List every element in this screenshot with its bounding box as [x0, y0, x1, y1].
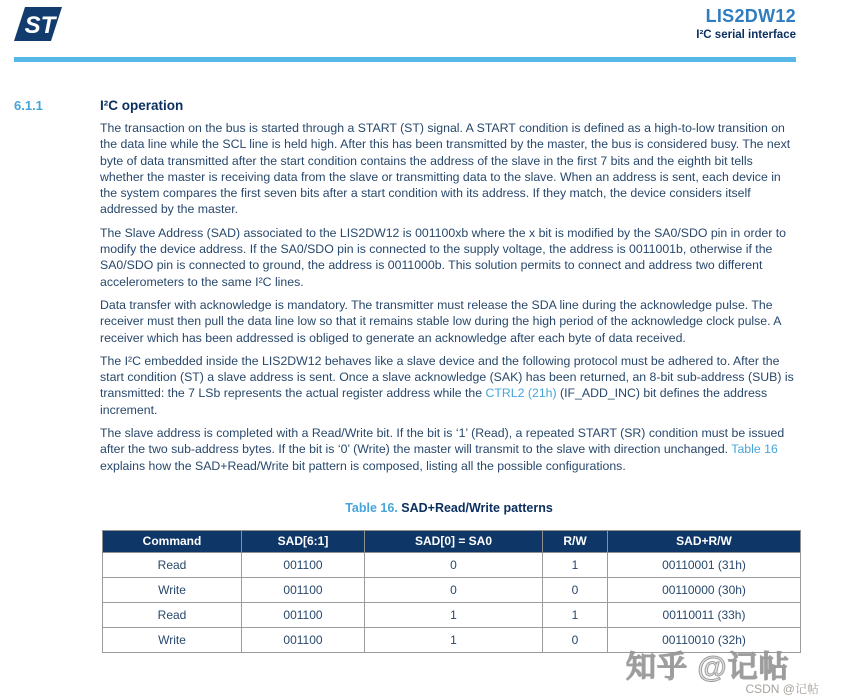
text-run: The transaction on the bus is started through a START (ST) signal. A START condition is defined as a high-to-low transition on the data line while the SCL line is held high. After this has been transmitted by the master, the bus is considered busy. The next byte of data transmitted after the start condition contains the address of the slave in the first 7 bits and the eighth bit tells whether the master is receiving data from the slave or transmitting data to the slave. When an address is sent, each device in the system compares the first seven bits after a start condition with its address. If they match, the device considers itself addressed by the master. — [100, 121, 791, 217]
document-title: LIS2DW12 — [705, 6, 796, 26]
svg-text:ST: ST — [24, 12, 56, 39]
table-cell: 0 — [543, 627, 608, 652]
paragraph — [100, 425, 796, 474]
ctrl2-register-link[interactable]: CTRL2 (21h) — [485, 386, 557, 401]
text-run: Data transfer with acknowledge is mandatory. The transmitter must release the SDA line during the acknowledge pulse. The receiver must then pull the data line low so that it remains stable low during the high period of the acknowledge clock pulse. A receiver which has been addressed is obliged to generate an acknowledge after each byte of data received. — [100, 297, 781, 345]
table-row — [103, 602, 801, 627]
section-heading — [14, 98, 796, 113]
table-row — [103, 627, 801, 652]
column-header: SAD+R/W — [608, 530, 801, 552]
watermark-footer: CSDN @记帖 — [745, 682, 819, 696]
st-logo-icon — [14, 6, 62, 42]
table-cell: 0 — [365, 552, 543, 577]
table-body — [103, 552, 801, 652]
table-cell: 00110011 (33h) — [608, 602, 801, 627]
column-header: SAD[6:1] — [242, 530, 365, 552]
table-caption-label: Table 16. — [345, 500, 398, 515]
text-run: The I²C embedded inside the LIS2DW12 behaves like a slave device and the following protocol must be adhered to. After the start condition (ST) a slave address is sent. Once a slave acknowledge (SAK) has been returned, an 8-bit sub-address (SUB) is transmitted: the 7 LSb represents the actual register address while the — [100, 353, 794, 401]
table-cell: Write — [103, 577, 242, 602]
table-cell: 1 — [543, 552, 608, 577]
table-caption — [102, 501, 796, 515]
document-subtitle: I²C serial interface — [696, 29, 796, 41]
table-row — [103, 577, 801, 602]
table-cell: 001100 — [242, 552, 365, 577]
text-run: The slave address is completed with a Read/Write bit. If the bit is ‘1’ (Read), a repeated START (SR) condition must be issued after the two sub-address bytes. If the bit is ‘0’ (Write) the master will transmit to the slave with direction unchanged. — [100, 426, 785, 457]
table-cell: Write — [103, 627, 242, 652]
table-cell: 0 — [543, 577, 608, 602]
table-caption-title: SAD+Read/Write patterns — [401, 500, 553, 515]
column-header: Command — [103, 530, 242, 552]
table-cell: 1 — [365, 602, 543, 627]
text-run: The Slave Address (SAD) associated to the LIS2DW12 is 001100xb where the x bit is modified by the SA0/SDO pin in order to modify the device address. If the SA0/SDO pin is connected to the supply voltage, the address is 0011001b, otherwise if the SA0/SDO pin is connected to ground, the address is 0011000b. This solution permits to connect and address two different accelerometers to the same I²C lines. — [100, 225, 787, 289]
column-header: SAD[0] = SA0 — [365, 530, 543, 552]
table-cell: 00110010 (32h) — [608, 627, 801, 652]
table-cell: 00110001 (31h) — [608, 552, 801, 577]
paragraphs — [100, 120, 796, 474]
watermark-overlay: 知乎 @记帖 — [626, 651, 790, 684]
table-cell: Read — [103, 602, 242, 627]
column-header: R/W — [543, 530, 608, 552]
table-cell: 1 — [365, 627, 543, 652]
paragraph — [100, 225, 796, 290]
table-header-row — [103, 530, 801, 552]
table-row — [103, 552, 801, 577]
content-area — [14, 98, 796, 653]
paragraph — [100, 353, 796, 418]
header-rule — [14, 57, 796, 62]
table-cell: 1 — [543, 602, 608, 627]
text-run: explains how the SAD+Read/Write bit pattern is composed, listing all the possible configurations. — [100, 458, 626, 473]
section-number: 6.1.1 — [14, 98, 43, 113]
table-cell: 001100 — [242, 627, 365, 652]
header-titles — [696, 6, 796, 41]
page-header — [14, 6, 796, 42]
sad-rw-patterns-table — [102, 530, 801, 653]
table-cell: 00110000 (30h) — [608, 577, 801, 602]
table-cell: Read — [103, 552, 242, 577]
table-cell: 001100 — [242, 577, 365, 602]
section-title: I²C operation — [100, 98, 184, 113]
table-cell: 001100 — [242, 602, 365, 627]
table-block — [102, 501, 796, 653]
paragraph — [100, 297, 796, 346]
table-cell: 0 — [365, 577, 543, 602]
table-16-link[interactable]: Table 16 — [731, 442, 778, 457]
text-run: (IF_ADD_INC) bit defines the address increment. — [100, 386, 768, 417]
paragraph — [100, 120, 796, 218]
